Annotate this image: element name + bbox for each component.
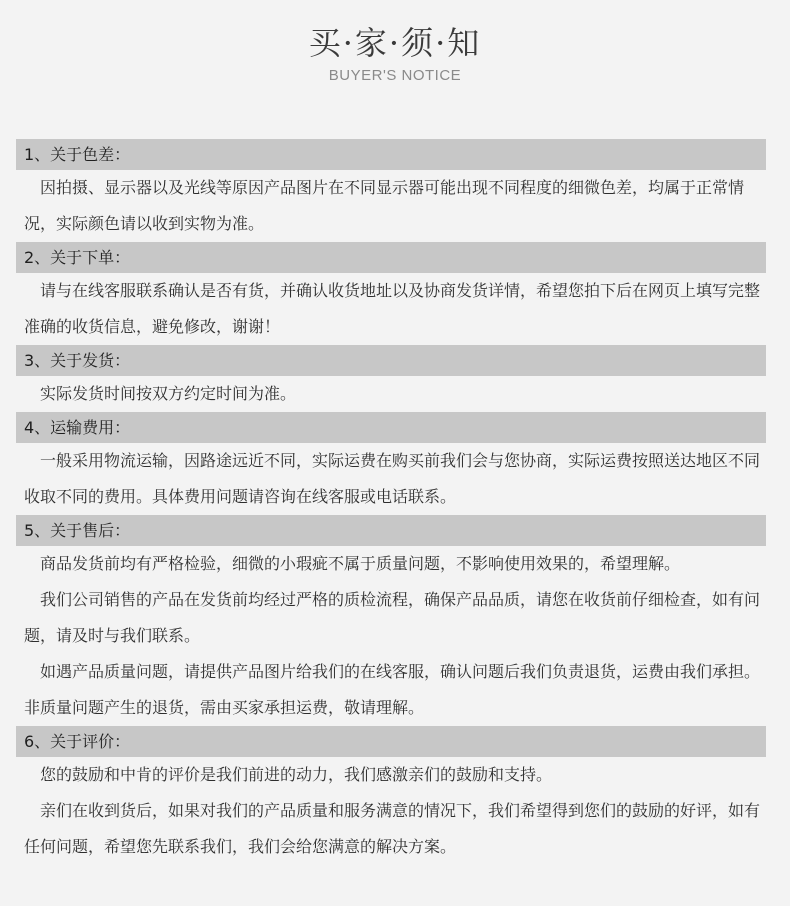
notice-content (16, 139, 766, 865)
notice-header (0, 22, 790, 86)
section-heading: 2、关于下单： (16, 242, 766, 273)
section-ordering (16, 242, 766, 345)
section-shipping (16, 345, 766, 412)
page-title: 买·家·须·知 (308, 24, 482, 62)
section-paragraph: 您的鼓励和中肯的评价是我们前进的动力，我们感激亲们的鼓励和支持。 (40, 765, 553, 784)
section-heading: 3、关于发货： (16, 345, 766, 376)
section-paragraph: 因拍摄、显示器以及光线等原因产品图片在不同显示器可能出现不同程度的细微色差，均属于正常情况，实际颜色请以收到实物为准。 (24, 178, 745, 233)
page-subtitle: BUYER'S NOTICE (328, 67, 462, 84)
section-paragraph: 一般采用物流运输，因路途远近不同，实际运费在购买前我们会与您协商，实际运费按照送达地区不同收取不同的费用。具体费用问题请咨询在线客服或电话联系。 (24, 451, 761, 506)
section-heading: 4、运输费用： (16, 412, 766, 443)
section-paragraph: 亲们在收到货后，如果对我们的产品质量和服务满意的情况下，我们希望得到您们的鼓励的好评，如有任何问题，希望您先联系我们，我们会给您满意的解决方案。 (24, 801, 761, 856)
section-heading: 6、关于评价： (16, 726, 766, 757)
section-after-sales (16, 515, 766, 726)
section-paragraph: 实际发货时间按双方约定时间为准。 (40, 384, 297, 403)
section-paragraph: 我们公司销售的产品在发货前均经过严格的质检流程，确保产品品质，请您在收货前仔细检查，如有问题，请及时与我们联系。 (24, 590, 761, 645)
section-shipping-cost (16, 412, 766, 515)
section-heading: 1、关于色差： (16, 139, 766, 170)
section-heading: 5、关于售后： (16, 515, 766, 546)
section-paragraph: 如遇产品质量问题，请提供产品图片给我们的在线客服，确认问题后我们负责退货，运费由我们承担。非质量问题产生的退货，需由买家承担运费，敬请理解。 (24, 662, 761, 717)
section-color-difference (16, 139, 766, 242)
section-reviews (16, 726, 766, 865)
section-paragraph: 请与在线客服联系确认是否有货，并确认收货地址以及协商发货详情，希望您拍下后在网页上填写完整准确的收货信息，避免修改，谢谢！ (24, 281, 761, 336)
section-paragraph: 商品发货前均有严格检验，细微的小瑕疵不属于质量问题，不影响使用效果的，希望理解。 (40, 554, 681, 573)
